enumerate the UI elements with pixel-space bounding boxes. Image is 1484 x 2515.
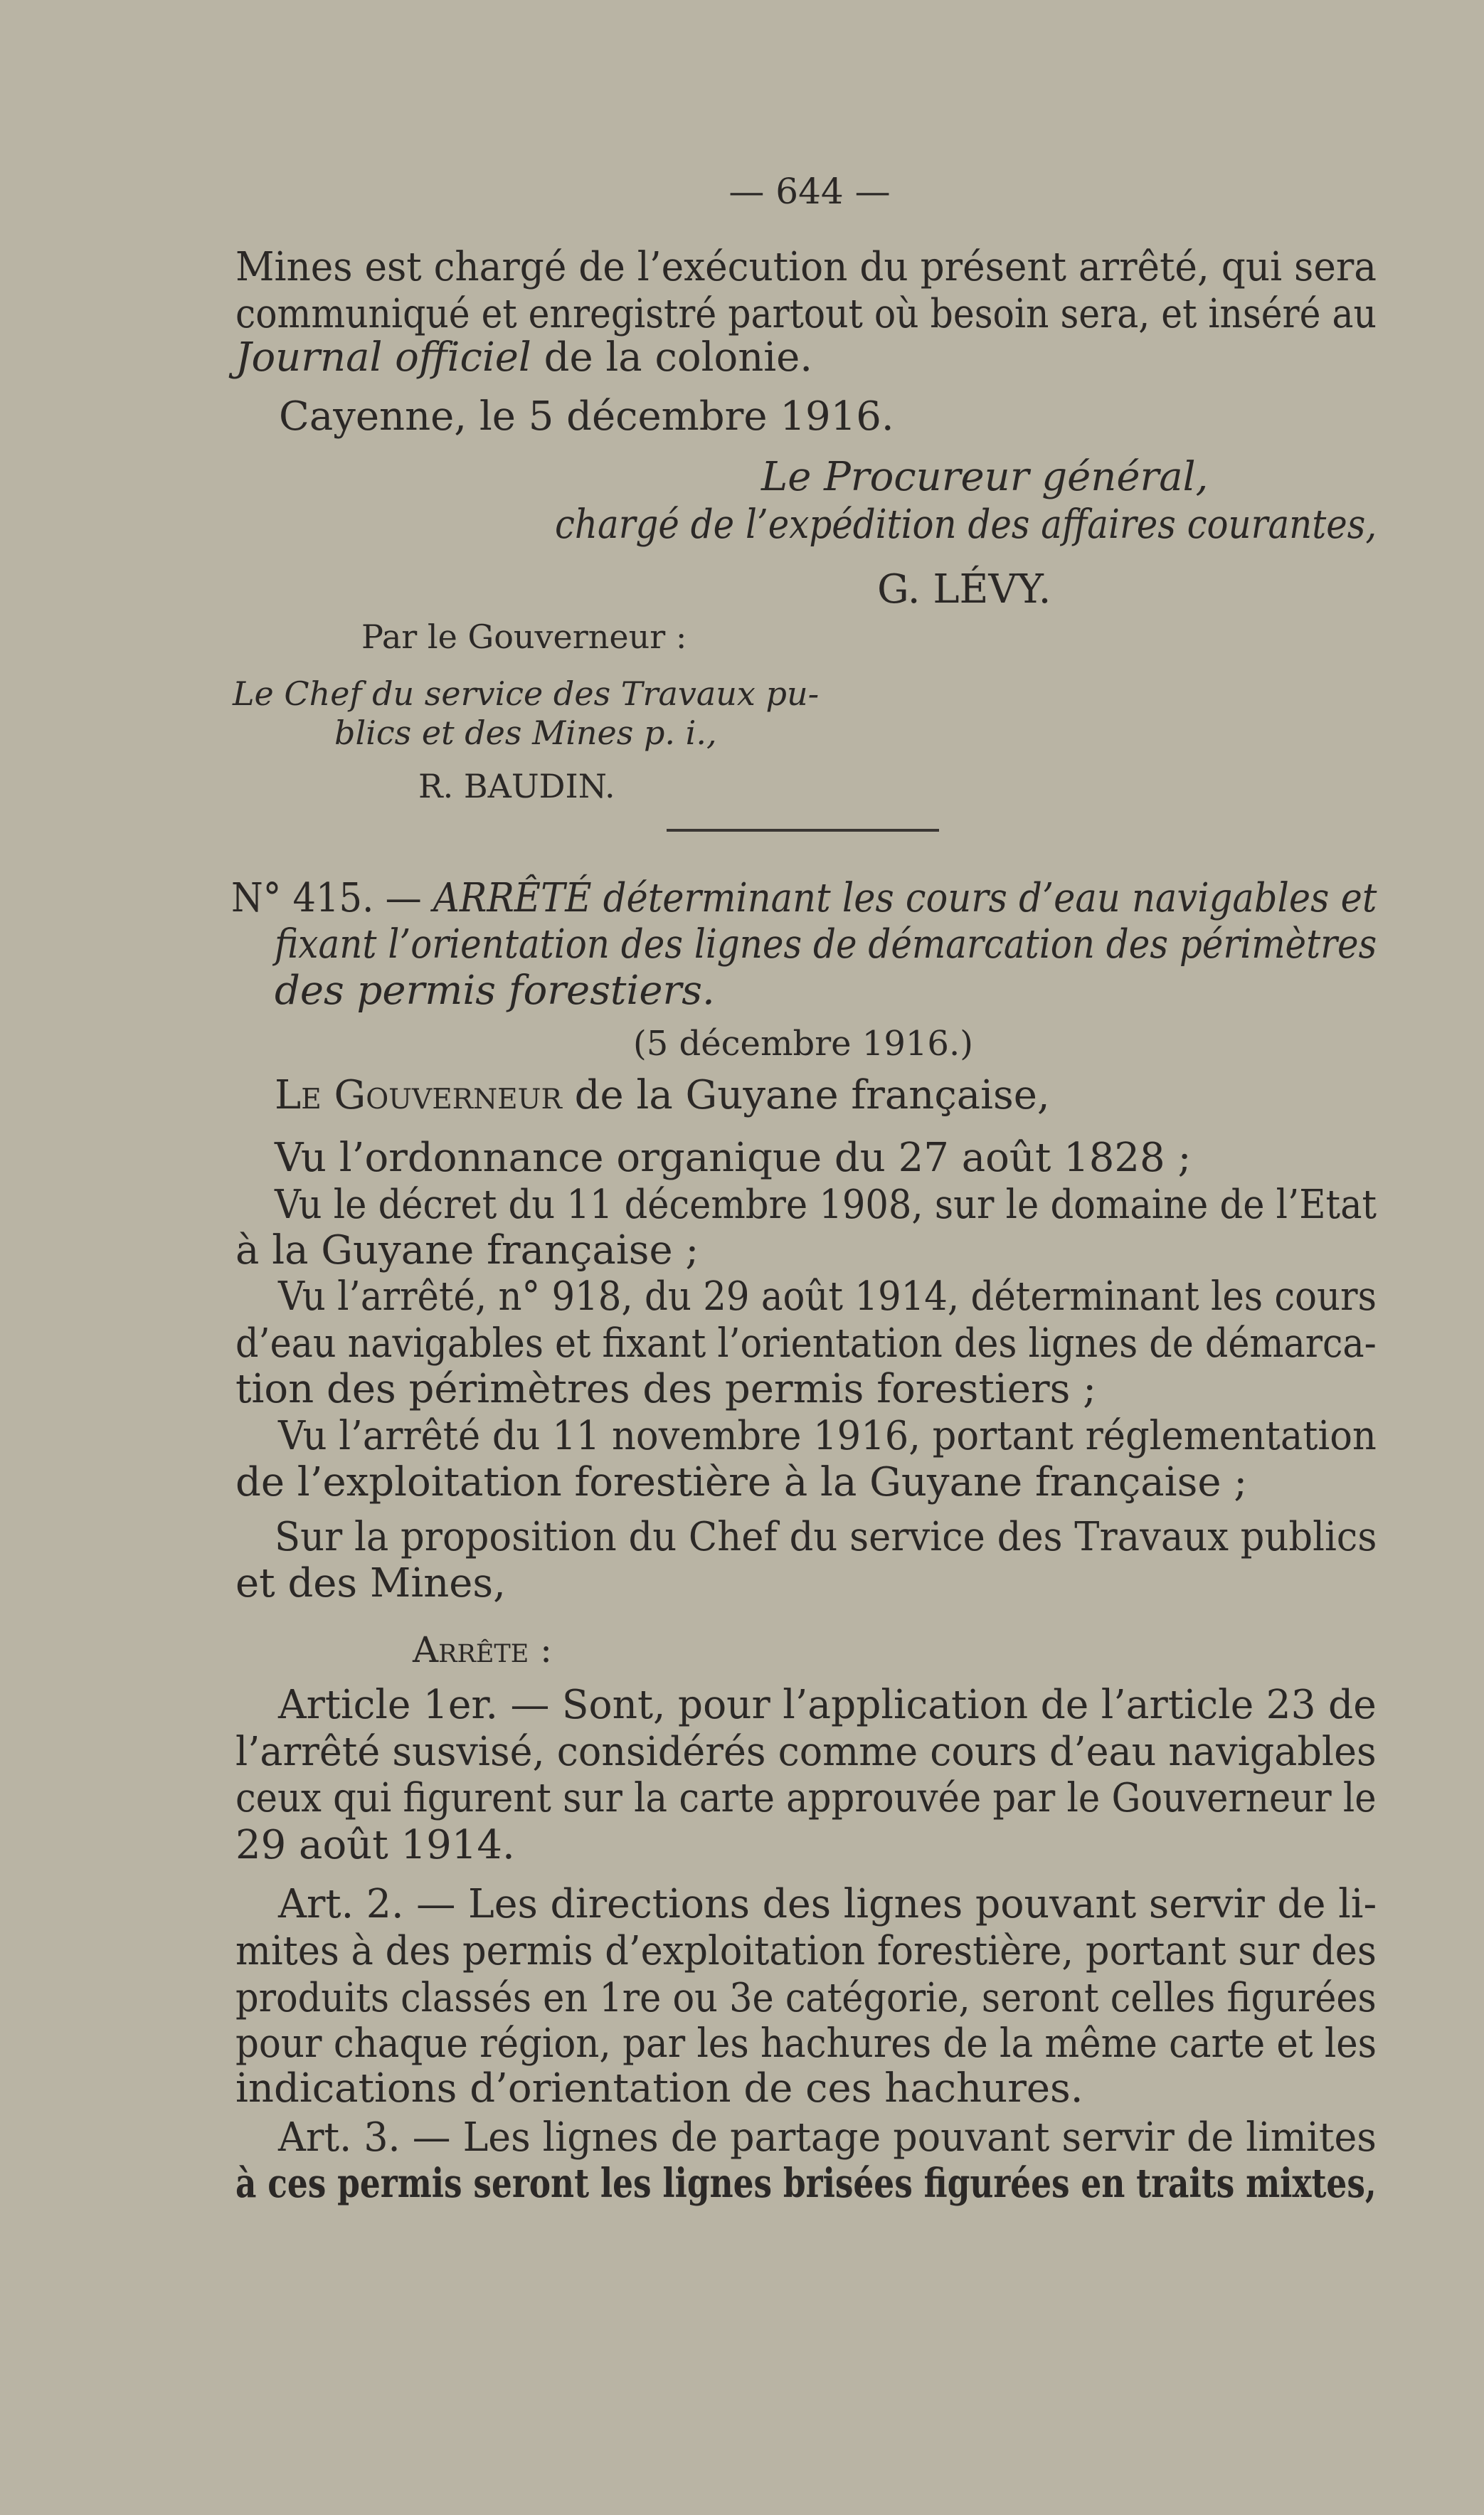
- arrete-date: (5 décembre 1916.): [633, 1024, 973, 1064]
- article-line: ceux qui figurent sur la carte approuvée par le Gouverneur le: [235, 1775, 1377, 1821]
- signatory-title: chargé de l’expédition des affaires courantes,: [555, 502, 1377, 548]
- article-line: pour chaque région, par les hachures de la même carte et les: [235, 2021, 1377, 2067]
- article-line: Art. 2. — Les directions des lignes pouvant servir de li-: [278, 1881, 1377, 1927]
- sur-line: Sur la proposition du Chef du service des Travaux publics: [275, 1514, 1377, 1560]
- text-fragment: de la Guyane française,: [561, 1072, 1050, 1118]
- article-line: Art. 3. — Les lignes de partage pouvant servir de limites: [278, 2114, 1377, 2161]
- article-line: Article 1er. — Sont, pour l’application de l’article 23 de: [278, 1682, 1377, 1728]
- text-line: [235, 334, 812, 381]
- vu-line: Vu l’arrêté, n° 918, du 29 août 1914, déterminant les cours: [278, 1274, 1377, 1320]
- vu-line: Vu l’arrêté du 11 novembre 1916, portant réglementation: [278, 1413, 1377, 1459]
- separator-rule: [667, 829, 939, 832]
- sur-line: et des Mines,: [235, 1560, 506, 1606]
- signatory-name: G. LÉVY.: [877, 566, 1051, 613]
- vu-line: à la Guyane française ;: [235, 1227, 699, 1274]
- article-line: l’arrêté susvisé, considérés comme cours d’eau navigables: [235, 1729, 1377, 1775]
- countersign-name: R. BAUDIN.: [418, 767, 615, 805]
- place-date: Cayenne, le 5 décembre 1916.: [279, 393, 894, 440]
- arrete-label: Arrête :: [413, 1629, 552, 1671]
- article-line: produits classés en 1re ou 3e catégorie, seront celles figurées: [235, 1975, 1377, 2021]
- countersign-label: Par le Gouverneur :: [361, 618, 687, 656]
- vu-line: de l’exploitation forestière à la Guyane française ;: [235, 1459, 1248, 1505]
- vu-line: Vu l’ordonnance organique du 27 août 1828 ;: [275, 1135, 1192, 1181]
- page-number: — 644 —: [728, 171, 891, 212]
- arrete-title: des permis forestiers.: [275, 968, 715, 1014]
- journal-title: Journal officiel: [235, 334, 531, 381]
- arrete-title: ARRÊTÉ déterminant les cours d’eau navigables et: [433, 875, 1377, 921]
- article-line: mites à des permis d’exploitation forestière, portant sur des: [235, 1928, 1377, 1974]
- countersign-title: Le Chef du service des Travaux pu-: [233, 674, 820, 713]
- text-fragment: de la colonie.: [531, 334, 813, 381]
- text-line: communiqué et enregistré partout où besoin sera, et inséré au: [235, 291, 1377, 337]
- arrete-number: N° 415. —: [231, 875, 433, 921]
- vu-line: d’eau navigables et fixant l’orientation des lignes de démarca-: [235, 1320, 1377, 1367]
- article-line: indications d’orientation de ces hachures.: [235, 2065, 1083, 2112]
- article-line: 29 août 1914.: [235, 1822, 515, 1868]
- arrete-heading: [231, 875, 1377, 922]
- vu-line: tion des périmètres des permis forestiers ;: [235, 1366, 1097, 1412]
- vu-line: Vu le décret du 11 décembre 1908, sur le domaine de l’Etat: [275, 1182, 1377, 1228]
- signatory-title: Le Procureur général,: [761, 454, 1209, 500]
- text-line: Mines est chargé de l’exécution du présent arrêté, qui sera: [235, 244, 1377, 290]
- governor-line: [275, 1072, 1050, 1119]
- arrete-title: fixant l’orientation des lignes de démarcation des périmètres: [275, 921, 1377, 968]
- governor-title: Le Gouverneur: [275, 1072, 562, 1118]
- article-line: à ces permis seront les lignes brisées figurées en traits mixtes,: [235, 2160, 1377, 2207]
- countersign-title: blics et des Mines p. i.,: [334, 714, 717, 752]
